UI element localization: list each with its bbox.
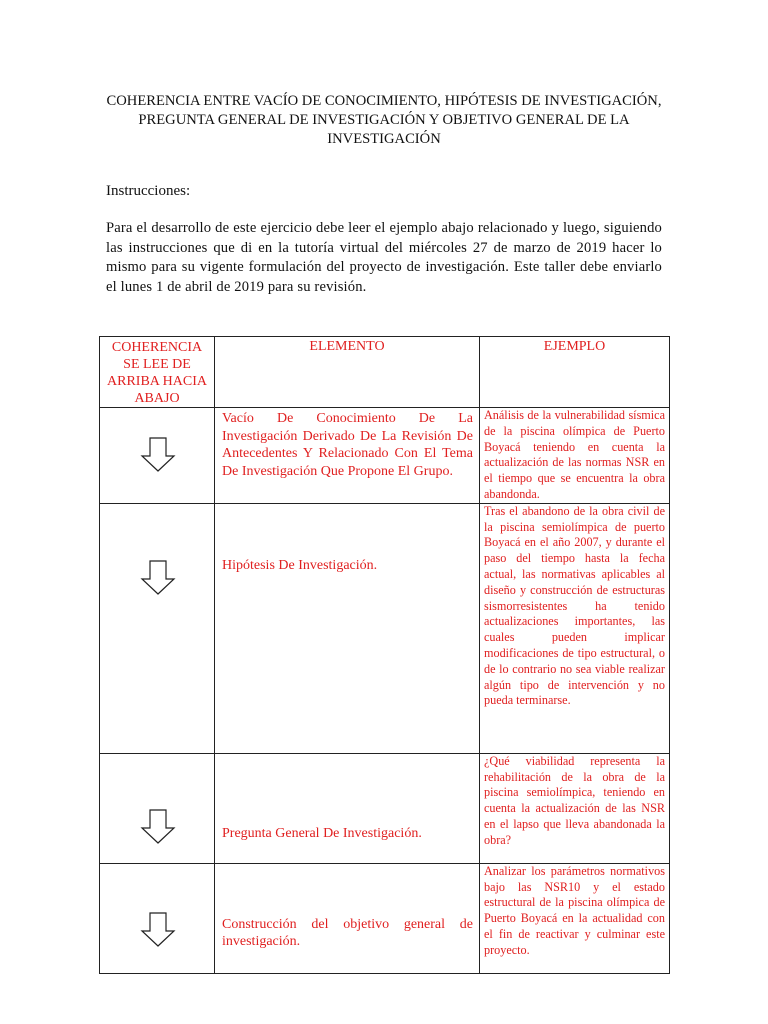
document-title <box>100 92 668 149</box>
table-row <box>100 863 670 973</box>
example-cell: ¿Qué viabilidad representa la rehabilitación de la obra de la piscina semiolímpica, teniendo en cuenta la actualización de las NSR en el lapso que lleva abandonada la obra? <box>480 753 670 863</box>
down-arrow-icon <box>138 559 178 597</box>
coherence-table <box>99 336 670 974</box>
instructions-paragraph: Para el desarrollo de este ejercicio debe leer el ejemplo abajo relacionado y luego, siguiendo las instrucciones que di en la tutoría virtual del miércoles 27 de marzo de 2019 hacer lo mismo para su vigente formulación del proyecto de investigación. Este taller debe enviarlo el lunes 1 de abril de 2019 para su revisión. <box>106 220 662 295</box>
title-line-1: COHERENCIA ENTRE VACÍO DE CONOCIMIENTO, HIPÓTESIS DE INVESTIGACIÓN, <box>106 93 662 109</box>
header-elemento: ELEMENTO <box>215 337 480 408</box>
down-arrow-icon <box>138 911 178 949</box>
table-row <box>100 503 670 753</box>
table-row <box>100 408 670 504</box>
down-arrow-icon <box>138 436 178 474</box>
title-line-3: INVESTIGACIÓN <box>327 131 441 147</box>
table-row <box>100 753 670 863</box>
instructions-label: Instrucciones: <box>106 183 191 199</box>
down-arrow-icon <box>138 808 178 846</box>
title-line-2: PREGUNTA GENERAL DE INVESTIGACIÓN Y OBJETIVO GENERAL DE LA <box>138 112 630 128</box>
arrow-cell <box>100 753 215 863</box>
element-cell: Hipótesis De Investigación. <box>215 503 480 753</box>
example-cell: Tras el abandono de la obra civil de la piscina semiolímpica de puerto Boyacá en el año 2007, y durante el paso del tiempo hasta la fecha actual, las normativas aplicables al diseño y construcción de estructuras sismorresistentes ha tenido actualizaciones importantes, las cuales pueden implicar modificaciones de tipo estructural, o de lo contrario no sea viable realizar algún tipo de intervención y no pueda terminarse. <box>480 503 670 753</box>
arrow-cell <box>100 408 215 504</box>
example-cell: Análisis de la vulnerabilidad sísmica de la piscina olímpica de Puerto Boyacá teniendo en cuenta la actualización de las normas NSR en el tiempo que se encuentra la obra abandonda. <box>480 408 670 504</box>
header-ejemplo: EJEMPLO <box>480 337 670 408</box>
example-cell: Analizar los parámetros normativos bajo las NSR10 y el estado estructural de la piscina olímpica de Puerto Boyacá en la actualidad con el fin de reactivar y culminar este proyecto. <box>480 863 670 973</box>
element-cell: Construcción del objetivo general de investigación. <box>215 863 480 973</box>
arrow-cell <box>100 503 215 753</box>
element-cell: Vacío De Conocimiento De La Investigación Derivado De La Revisión De Antecedentes Y Relacionado Con El Tema De Investigación Que Propone El Grupo. <box>215 408 480 504</box>
table-header-row <box>100 337 670 408</box>
header-coherencia: COHERENCIA SE LEE DE ARRIBA HACIA ABAJO <box>100 337 215 408</box>
arrow-cell <box>100 863 215 973</box>
element-cell: Pregunta General De Investigación. <box>215 753 480 863</box>
